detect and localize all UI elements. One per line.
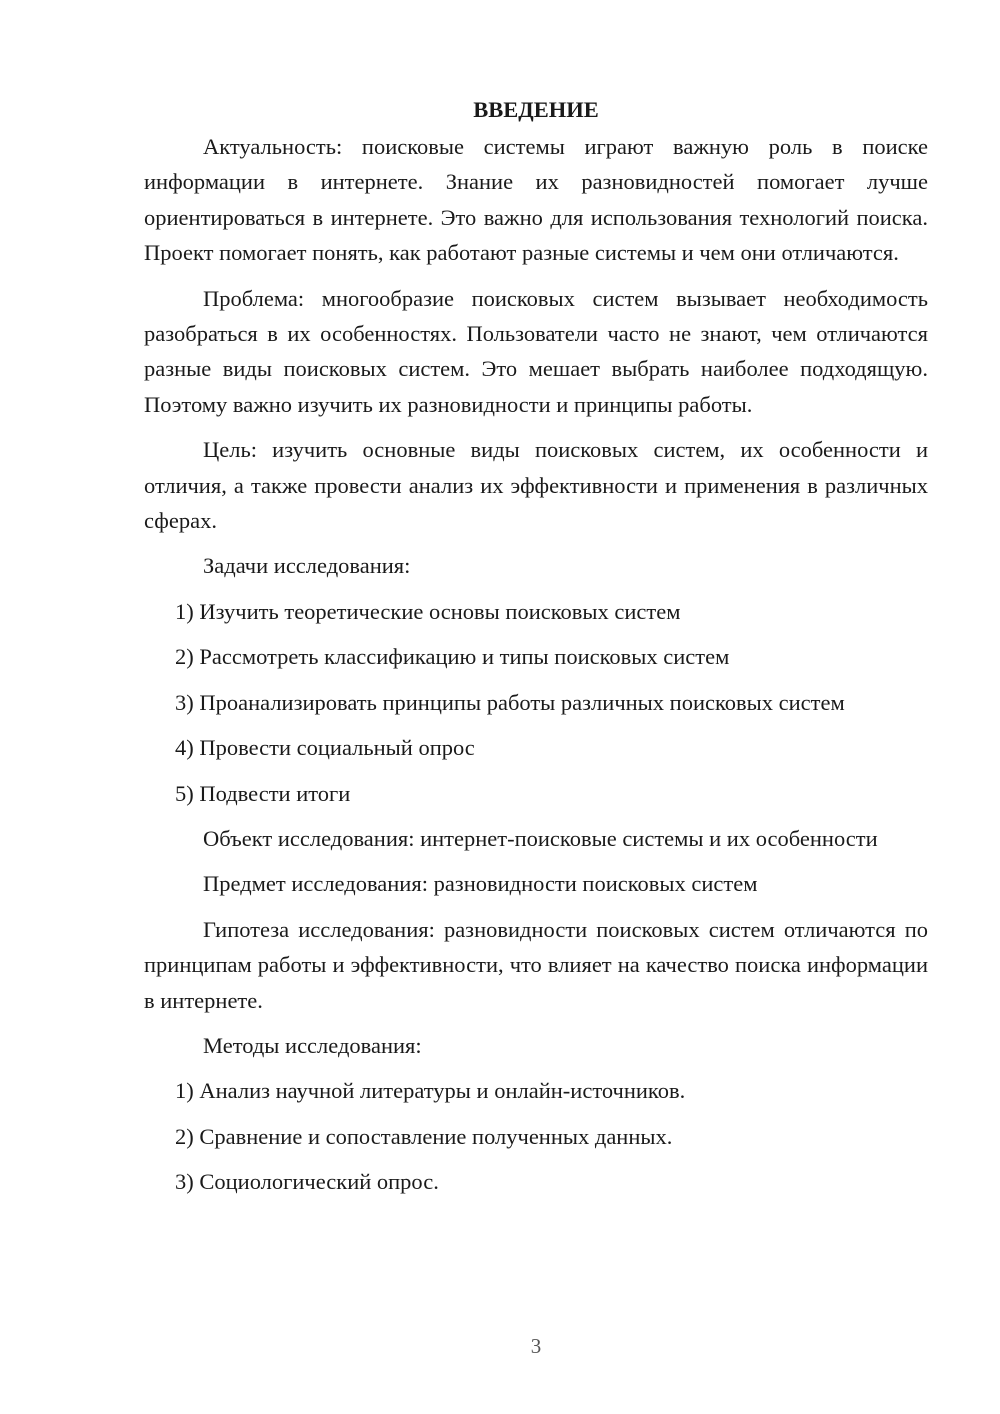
method-item: 3) Социологический опрос. [175, 1169, 439, 1195]
object-paragraph: Объект исследования: интернет-поисковые системы и их особенности [203, 825, 878, 851]
task-item: 5) Подвести итоги [175, 780, 351, 806]
hypothesis-paragraph: Гипотеза исследования: разновидности поисковых систем отличаются по принципам работы и эффективности, что влияет на качество поиска информации в интернете. [144, 916, 928, 1013]
method-item: 1) Анализ научной литературы и онлайн-источников. [175, 1078, 686, 1104]
subject-paragraph: Предмет исследования: разновидности поисковых систем [203, 871, 758, 897]
tasks-heading: Задачи исследования: [203, 553, 411, 579]
problem-paragraph: Проблема: многообразие поисковых систем вызывает необходимость разобраться в их особенностях. Пользователи часто не знают, чем отличаются разные виды поисковых систем. Это мешает выбрать наиболее подходящую. Поэтому важно изучить их разновидности и принципы работы. [144, 285, 928, 417]
page-number: 3 [530, 1334, 542, 1358]
methods-heading: Методы исследования: [203, 1032, 422, 1058]
section-title: ВВЕДЕНИЕ [473, 97, 599, 122]
methods-list [144, 1073, 928, 1199]
task-item: 2) Рассмотреть классификацию и типы поисковых систем [175, 644, 730, 670]
goal-paragraph: Цель: изучить основные виды поисковых систем, их особенности и отличия, а также провести анализ их эффективности и применения в различных сферах. [144, 437, 928, 534]
document-page [144, 92, 928, 1210]
method-item: 2) Сравнение и сопоставление полученных данных. [175, 1123, 673, 1149]
task-item: 4) Провести социальный опрос [175, 735, 475, 761]
task-item: 1) Изучить теоретические основы поисковых систем [175, 598, 681, 624]
tasks-list [144, 594, 928, 811]
task-item: 3) Проанализировать принципы работы различных поисковых систем [175, 689, 845, 715]
relevance-paragraph: Актуальность: поисковые системы играют важную роль в поиске информации в интернете. Знание их разновидностей помогает лучше ориентироваться в интернете. Это важно для использования технологий поиска. Проект помогает понять, как работают разные системы и чем они отличаются. [144, 134, 928, 266]
